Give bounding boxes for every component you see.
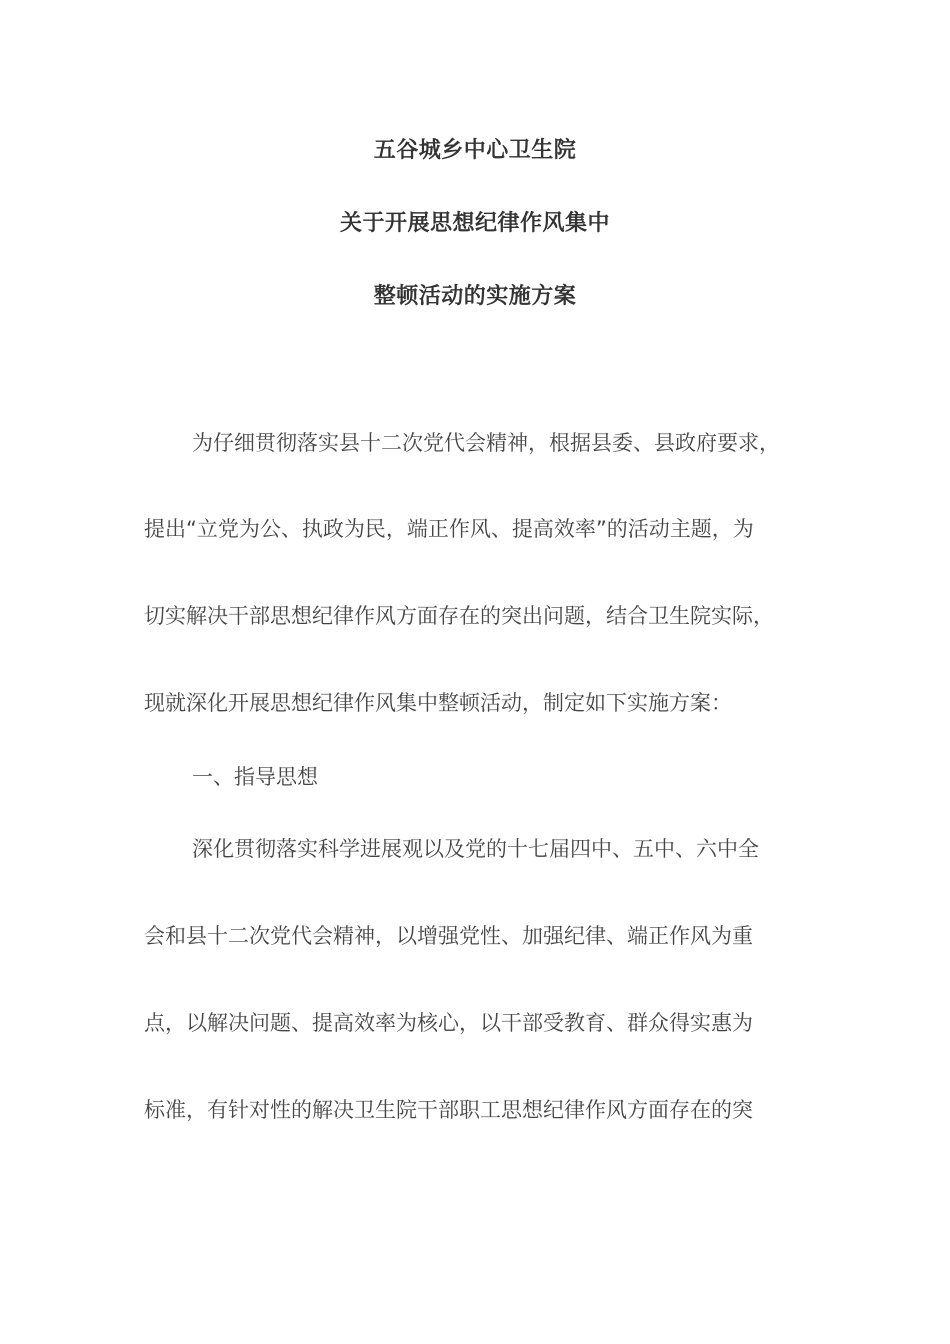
paragraph-2-line-3: 点，以解决问题、提高效率为核心，以干部受教育、群众得实惠为 [144, 1011, 753, 1035]
document-title [0, 133, 950, 352]
paragraph-1-line-3: 切实解决干部思想纪律作风方面存在的突出问题，结合卫生院实际， [144, 604, 774, 628]
title-line-1: 五谷城乡中心卫生院 [373, 138, 577, 163]
paragraph-1-line-2: 提出“立党为公、执政为民，端正作风、提高效率”的活动主题，为 [144, 517, 754, 541]
title-line-2: 关于开展思想纪律作风集中 [339, 211, 610, 236]
section-heading-guiding-ideology: 一、指导思想 [192, 765, 318, 789]
paragraph-1-line-1: 为仔细贯彻落实县十二次党代会精神，根据县委、县政府要求， [192, 431, 780, 455]
title-line-3: 整顿活动的实施方案 [373, 284, 577, 309]
paragraph-2-line-2: 会和县十二次党代会精神，以增强党性、加强纪律、端正作风为重 [144, 924, 753, 948]
paragraph-2-line-4: 标准，有针对性的解决卫生院干部职工思想纪律作风方面存在的突 [144, 1098, 753, 1122]
paragraph-2-line-1: 深化贯彻落实科学进展观以及党的十七届四中、五中、六中全 [192, 837, 759, 861]
paragraph-1-line-4: 现就深化开展思想纪律作风集中整顿活动，制定如下实施方案： [144, 691, 732, 715]
